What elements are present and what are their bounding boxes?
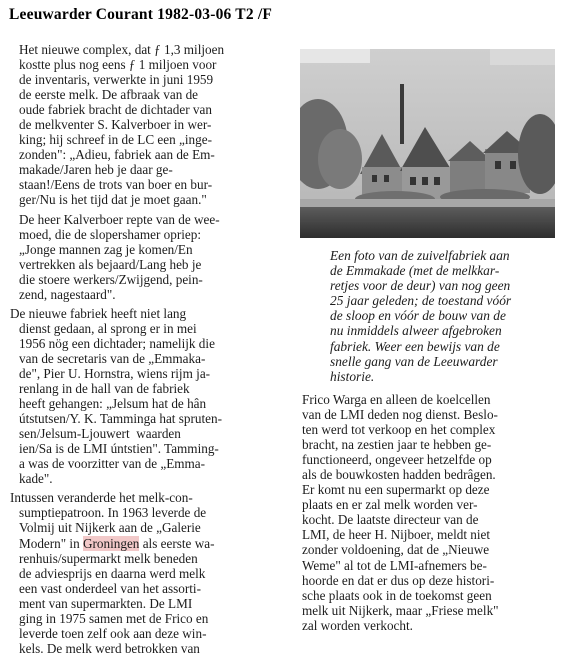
text-line: een vast onderdeel van het assorti-: [19, 580, 201, 596]
text-line: renlang in de hall van de fabriek: [19, 381, 190, 397]
text-line: kels. De melk werd betrokken van: [19, 640, 200, 656]
text-line: kocht. De laatste directeur van de: [302, 512, 479, 528]
text-line-with-highlight: Modern" in Groningen als eerste wa-: [19, 535, 215, 551]
text-line: De heer Kalverboer repte van de wee-: [19, 211, 220, 227]
text-line: zal worden verkocht.: [302, 617, 413, 633]
text-line: a was de voorzitter van de „Emma-: [19, 456, 206, 472]
right-article-column: [302, 392, 564, 633]
text-line: Intussen veranderde het melk-con-: [10, 490, 193, 506]
text-line: Volmij uit Nijkerk aan de „Galerie: [19, 520, 201, 536]
caption-line: historie.: [330, 368, 375, 384]
text-line: plaats en er zal melk worden ver-: [302, 497, 478, 513]
text-line: die stoere werkers/Zwijgend, pein-: [19, 271, 203, 287]
text-line: ger/Nu is het tijd dat je moet gaan.": [19, 192, 207, 208]
paragraph-1: [10, 42, 293, 208]
text-line: moed, die de slopershamer opriep:: [19, 226, 202, 242]
text-line: heeft gehangen: „Jelsum hat de hân: [19, 396, 207, 412]
text-line: king; hij schreef in de LC een „inge-: [19, 132, 212, 148]
text-line: vertrekken als bejaard/Lang heb je: [19, 256, 202, 272]
text-line: makade/Jaren heb je daar ge-: [19, 162, 173, 178]
text-line: kostte plus nog eens ƒ 1 miljoen voor: [19, 57, 217, 73]
text-line: melk uit Nijkerk, maar „Friese melk": [302, 602, 499, 618]
paragraph-4: [10, 490, 293, 656]
text-line: de", Pier U. Hornstra, wiens rijm ja-: [19, 365, 211, 381]
text-line: de inventaris, verwerkte in juni 1959: [19, 72, 214, 88]
text-line: ien/Sa is de LMI úntstien". Tamming-: [19, 441, 219, 457]
text-line: Weme" al tot de LMI-afnemers be-: [302, 557, 487, 573]
caption-line: fabriek. Weer een bewijs van de: [330, 338, 500, 354]
text-line: kade".: [19, 471, 53, 487]
caption-line: de Emmakade (met de melkkar-: [330, 263, 500, 279]
text-line: ging in 1975 samen met de Frico en: [19, 610, 209, 626]
text-line: sche plaats ook in de toekomst geen: [302, 587, 492, 603]
text-line: Frico Warga en alleen de koelcellen: [302, 392, 491, 407]
text-line: leverde toen zelf ook aan deze win-: [19, 625, 207, 641]
text-line: ten werd tot verkoop en het complex: [302, 422, 496, 438]
highlighted-word: Groningen: [83, 535, 140, 551]
text-line: De nieuwe fabriek heeft niet lang: [10, 305, 187, 321]
text-line: „Jonge mannen zag je komen/En: [19, 241, 193, 257]
paragraph-3: [10, 306, 293, 487]
caption-line: Een foto van de zuivelfabriek aan: [330, 248, 510, 263]
text-line: sumptiepatroon. In 1963 leverde de: [19, 505, 207, 521]
text-line: hoorde en dat er dus op deze histori-: [302, 572, 495, 588]
text-line: útstutsen/Y. K. Tamminga hat spruten-: [19, 411, 222, 427]
paragraph-2: [10, 212, 293, 302]
photo-caption: [330, 248, 562, 384]
caption-line: 25 jaar geleden; de toestand vóór: [330, 293, 512, 309]
caption-line: nu inmiddels alweer afgebroken: [330, 323, 502, 339]
text-line: 1956 nög een dichtader; namelijk die: [19, 335, 215, 351]
newspaper-header: Leeuwarder Courant 1982-03-06 T2 /F: [9, 6, 273, 23]
text-line: als de bouwkosten hadden bedrâgen.: [302, 467, 496, 483]
text-line: de adviesprijs en daarna werd melk: [19, 565, 206, 581]
photo-factory-image: [300, 49, 555, 238]
text-line: sen/Jelsum-Ljouwert waarden: [19, 426, 181, 442]
text-line: zonden": „Adieu, fabriek aan de Em-: [19, 147, 215, 163]
text-line: oude fabriek bracht de dichtader van: [19, 102, 212, 118]
caption-line: retjes voor de deur) van nog geen: [330, 278, 511, 294]
text-line: renhuis/supermarkt melk beneden: [19, 550, 198, 566]
text-line: van de secretaris van de „Emmaka-: [19, 350, 206, 366]
caption-line: snelle gang van de Leeuwarder: [330, 353, 498, 369]
text-line: Er komt nu een supermarkt op deze: [302, 482, 490, 498]
caption-line: de sloop en vóór de bouw van de: [330, 308, 506, 324]
text-line: staan!/Eens de trots van boer en bur-: [19, 177, 213, 193]
text-line: ment van supermarkten. De LMI: [19, 595, 193, 611]
text-line: de eerste melk. De afbraak van de: [19, 87, 199, 103]
text-line: LMI, de heer H. Nijboer, meldt niet: [302, 527, 491, 543]
text-line: de melkventer S. Kalverboer in wer-: [19, 117, 212, 133]
text-line: zend, nagestaard".: [19, 286, 116, 302]
text-line: van de LMI deden nog dienst. Beslo-: [302, 407, 498, 423]
text-line: dienst gedaan, al sprong er in mei: [19, 320, 197, 336]
left-article-column: [10, 42, 293, 656]
text-line: bracht, na zestien jaar te hebben ge-: [302, 437, 492, 453]
text-line: Het nieuwe complex, dat ƒ 1,3 miljoen: [19, 42, 225, 57]
text-line: zonder voldoening, dat de „Nieuwe: [302, 542, 490, 558]
text-line: functioneerd, ongeveer hetzelfde op: [302, 452, 492, 468]
